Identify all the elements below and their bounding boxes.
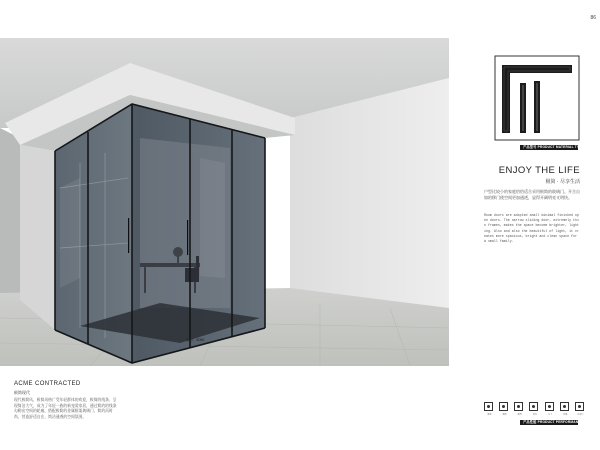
product-type-label: 产品型号 PRODUCT MATERIAL TYPE (520, 145, 578, 150)
section-title: ACME CONTRACTED (14, 381, 81, 387)
sealed-icon (529, 402, 538, 416)
safe-icon (545, 402, 554, 416)
profile-section-diagram (494, 55, 580, 141)
easy-clean-icon (575, 402, 584, 416)
perf-caption: 静音 (487, 414, 492, 416)
perf-caption: 环保 (563, 414, 568, 416)
page-number: 86 (590, 15, 596, 21)
perf-caption: 安全 (548, 414, 553, 416)
feature-title: ENJOY THE LIFE (498, 165, 580, 176)
model-tag: 型号：8086 (186, 338, 205, 342)
eco-icon (560, 402, 569, 416)
perf-caption: 顺滑 (502, 414, 507, 416)
quiet-icon (484, 402, 493, 416)
perf-caption: 易清洁 (577, 414, 584, 416)
section-subtitle: 极简现代 (14, 390, 30, 395)
perf-caption: 耐用 (517, 414, 522, 416)
feature-description-cn: 户型比较小的家庭恰恰适合采用极简的玻璃门。开合自如的移门使空间更加通透，显得开阔明亮又明快。 (484, 189, 580, 201)
interior-photo (0, 38, 449, 366)
glass-room-illustration (0, 38, 449, 366)
perf-caption: 密封 (532, 414, 537, 416)
feature-description-en: Room doors are adopted small minimal finished open doors. The narrow sliding door, extremely thin frames, makes the space become brighter, lighting. Also and also the beautiful of light, it creates more spacious, bright and clean space for a small family. (484, 213, 579, 244)
smooth-icon (499, 402, 508, 416)
performance-icons (484, 402, 584, 416)
section-description: 现代极简风，极简风格广受年轻群体的欢迎，极简的线条，呈现简洁大气，成为了年轻一族的新宠爱家居，通过简约的线条勾勒出空间的轮廓，搭配极简的金属框架玻璃门，简约而时尚，营造舒适自在、简洁通透的空间氛围。 (14, 398, 117, 420)
feature-subtitle: 极简 · 尽享生活 (545, 179, 580, 185)
product-performance-label: 产品性能 PRODUCT PERFORMANCE (520, 420, 578, 425)
durable-icon (514, 402, 523, 416)
